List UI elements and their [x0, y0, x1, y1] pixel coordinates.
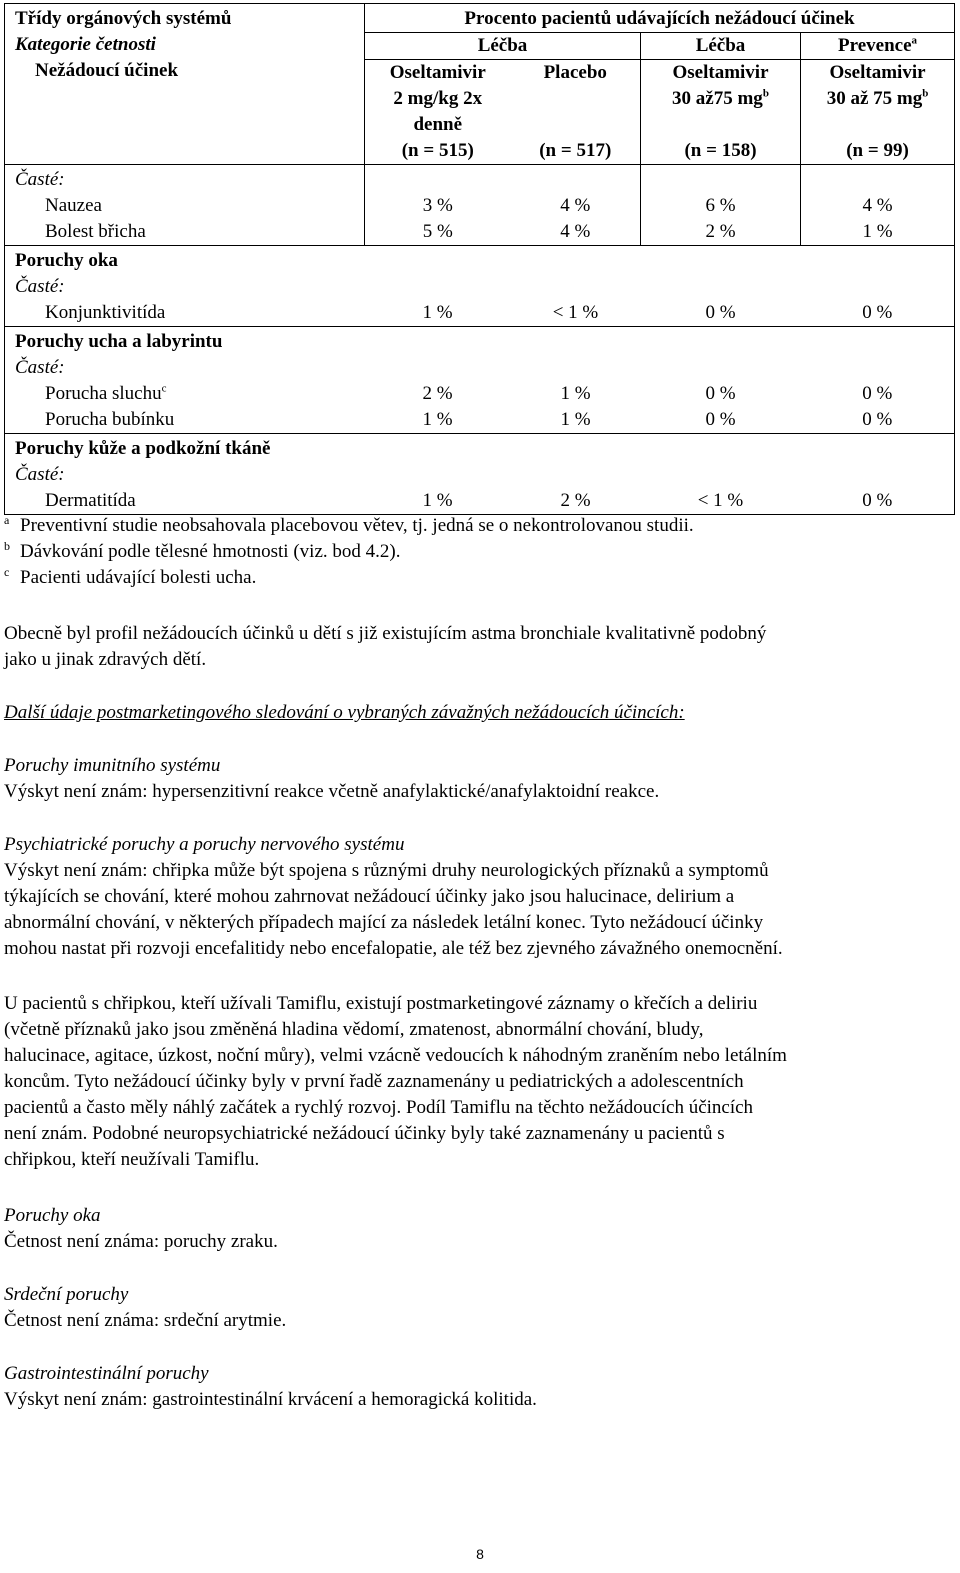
section-title: Psychiatrické poruchy a poruchy nervového systému — [4, 834, 405, 855]
value: 0 % — [862, 490, 893, 511]
footnote-text: Dávkování podle tělesné hmotnosti (viz. bod 4.2). — [20, 541, 401, 562]
group-4-col-1 — [365, 434, 511, 515]
text-line: koncům. Tyto nežádoucí účinky byly v první řadě zaznamenány u pediatrických a adolescentních — [4, 1071, 744, 1092]
text-line: pacientů a často měly náhlý začátek a rychlý rozvoj. Podíl Tamiflu na těchto nežádoucích účincích — [4, 1097, 754, 1118]
text-line: Obecně byl profil nežádoucích účinků u dětí s již existujícím astma bronchiale kvalitativně podobný — [4, 623, 767, 644]
group-3-col-4 — [801, 327, 955, 434]
group-3-col-1 — [365, 327, 511, 434]
footnote-a: a Preventivní studie neobsahovala placebovou větev, tj. jedná se o nekontrolovanou studii. — [4, 513, 694, 536]
header-n-2: (n = 517) — [511, 138, 641, 165]
group-1-col-4 — [801, 165, 955, 246]
text-line: (včetně příznaků jako jsou změněná hladina vědomí, zmatenost, abnormální chování, bludy, — [4, 1019, 704, 1040]
group-2-col-1 — [365, 246, 511, 327]
organ-class-eye: Poruchy oka — [15, 250, 118, 271]
frequency-common: Časté: — [15, 169, 65, 190]
text-line: mohou nastat při rozvoji encefalitidy nebo encefalopatie, ale též bez zjevného závažného onemocnění. — [4, 938, 783, 959]
group-4-col-4 — [801, 434, 955, 515]
section-title: Poruchy imunitního systému — [4, 755, 221, 776]
section-heart — [4, 1282, 956, 1334]
value: 1 % — [560, 409, 591, 430]
header-super: Procento pacientů udávajících nežádoucí účinek — [365, 4, 955, 33]
group-4-col-3 — [641, 434, 801, 515]
text-line: Výskyt není znám: hypersenzitivní reakce včetně anafylaktické/anafylaktoidní reakce. — [4, 781, 660, 802]
adverse-reactions-table — [4, 3, 955, 515]
reaction-dermatitis: Dermatitída — [45, 490, 136, 511]
value: 0 % — [705, 302, 736, 323]
value: 3 % — [422, 195, 453, 216]
reaction-conjunctivitis: Konjunktivitída — [45, 302, 166, 323]
drug-1-dose: 2 mg/kg 2x — [393, 88, 483, 109]
header-prevention-label: Prevence — [838, 35, 912, 56]
drug-1-freq: denně — [413, 114, 463, 135]
section-psychiatric — [4, 832, 956, 962]
frequency-common: Časté: — [15, 357, 65, 378]
header-group-treatment-2: Léčba — [641, 33, 801, 60]
group-2-col-4 — [801, 246, 955, 327]
group-3-col-2 — [511, 327, 641, 434]
header-n-3: (n = 158) — [641, 138, 801, 165]
footnote-ref-c: c — [161, 382, 167, 395]
text-line: Četnost není známa: poruchy zraku. — [4, 1231, 278, 1252]
footnote-ref-b: b — [922, 87, 929, 100]
group-4-label — [5, 434, 365, 515]
value: 2 % — [422, 383, 453, 404]
value: 0 % — [862, 409, 893, 430]
heading-text: Další údaje postmarketingového sledování o vybraných závažných nežádoucích účincích: — [4, 702, 685, 723]
table-footnotes — [4, 513, 954, 591]
drug-2-name: Placebo — [543, 62, 607, 83]
header-group-treatment-1: Léčba — [365, 33, 641, 60]
text-line: Výskyt není znám: gastrointestinální krvácení a hemoragická kolitida. — [4, 1389, 537, 1410]
footnote-ref-b: b — [762, 87, 769, 100]
text-line: halucinace, agitace, úzkost, noční můry), velmi vzácně vedoucích k náhodným zraněním nebo letálním — [4, 1045, 787, 1066]
text-line: jako u jinak zdravých dětí. — [4, 649, 207, 670]
value: 1 % — [422, 302, 453, 323]
group-2-col-3 — [641, 246, 801, 327]
text-line: Výskyt není znám: chřipka může být spojena s různými druhy neurologických příznaků a symptomů — [4, 860, 769, 881]
reaction-abdominal-pain: Bolest břicha — [45, 221, 146, 242]
footnote-c: c Pacienti udávající bolesti ucha. — [4, 565, 257, 588]
value: 2 % — [560, 490, 591, 511]
value: 1 % — [862, 221, 893, 242]
value: 0 % — [862, 383, 893, 404]
paragraph-tamiflu — [4, 991, 956, 1173]
value: 4 % — [560, 221, 591, 242]
value: 4 % — [560, 195, 591, 216]
frequency-common: Časté: — [15, 464, 65, 485]
value: 2 % — [705, 221, 736, 242]
header-reaction: Nežádoucí účinek — [35, 60, 179, 81]
group-3-col-3 — [641, 327, 801, 434]
group-4-col-2 — [511, 434, 641, 515]
frequency-common: Časté: — [15, 276, 65, 297]
value: 1 % — [422, 490, 453, 511]
organ-class-skin: Poruchy kůže a podkožní tkáně — [15, 438, 271, 459]
drug-1-name: Oseltamivir — [389, 62, 486, 83]
group-1-col-3 — [641, 165, 801, 246]
text-line: Četnost není známa: srdeční arytmie. — [4, 1310, 287, 1331]
text-line: chřipkou, kteří neužívali Tamiflu. — [4, 1149, 260, 1170]
text-line: není znám. Podobné neuropsychiatrické nežádoucí účinky byly také zaznamenány u pacientů s — [4, 1123, 725, 1144]
footnote-b: b Dávkování podle tělesné hmotnosti (viz. bod 4.2). — [4, 539, 401, 562]
header-drug-4 — [801, 60, 955, 139]
value: 4 % — [862, 195, 893, 216]
paragraph-asthma — [4, 621, 956, 673]
value: 1 % — [422, 409, 453, 430]
header-organ-class: Třídy orgánových systémů — [15, 8, 232, 29]
group-1-label — [5, 165, 365, 246]
header-group-prevention — [801, 33, 955, 60]
drug-3-dose: 30 až75 mg — [672, 88, 763, 109]
group-1-col-1 — [365, 165, 511, 246]
drug-4-dose: 30 až 75 mg — [826, 88, 923, 109]
value: 5 % — [422, 221, 453, 242]
group-2-col-2 — [511, 246, 641, 327]
value: < 1 % — [697, 490, 744, 511]
group-1-col-2 — [511, 165, 641, 246]
footnote-ref-a: a — [911, 34, 918, 47]
section-title: Gastrointestinální poruchy — [4, 1363, 209, 1384]
header-frequency: Kategorie četnosti — [15, 34, 156, 55]
footnote-text: Pacienti udávající bolesti ucha. — [20, 567, 257, 588]
header-n-4: (n = 99) — [801, 138, 955, 165]
section-immune — [4, 753, 956, 805]
drug-3-name: Oseltamivir — [672, 62, 769, 83]
page-number: 8 — [476, 1546, 484, 1562]
drug-4-name: Oseltamivir — [829, 62, 926, 83]
organ-class-ear: Poruchy ucha a labyrintu — [15, 331, 223, 352]
header-drug-1 — [365, 60, 511, 139]
reaction-tympanic-disorder: Porucha bubínku — [45, 409, 175, 430]
value: 0 % — [862, 302, 893, 323]
text-line: abnormální chování, v některých případech mající za následek letální konec. Tyto nežádoucí účinky — [4, 912, 764, 933]
reaction-hearing-disorder: Porucha sluchu — [45, 383, 162, 404]
footnote-text: Preventivní studie neobsahovala placebovou větev, tj. jedná se o nekontrolovanou studii. — [20, 515, 694, 536]
group-3-label — [5, 327, 365, 434]
text-line: týkajících se chování, které mohou zahrnovat nežádoucí účinky jako jsou halucinace, delirium a — [4, 886, 735, 907]
header-n-1: (n = 515) — [365, 138, 511, 165]
header-drug-3 — [641, 60, 801, 139]
reaction-nausea: Nauzea — [45, 195, 102, 216]
value: 0 % — [705, 409, 736, 430]
text-line: U pacientů s chřipkou, kteří užívali Tamiflu, existují postmarketingové záznamy o křečích a deliriu — [4, 993, 758, 1014]
group-2-label — [5, 246, 365, 327]
section-title: Srdeční poruchy — [4, 1284, 129, 1305]
section-eye — [4, 1203, 956, 1255]
heading-postmarketing — [4, 700, 956, 726]
section-title: Poruchy oka — [4, 1205, 101, 1226]
value: 0 % — [705, 383, 736, 404]
header-drug-2 — [511, 60, 641, 139]
section-gastrointestinal — [4, 1361, 956, 1413]
value: 1 % — [560, 383, 591, 404]
header-col0 — [5, 4, 365, 165]
value: 6 % — [705, 195, 736, 216]
value: < 1 % — [552, 302, 599, 323]
